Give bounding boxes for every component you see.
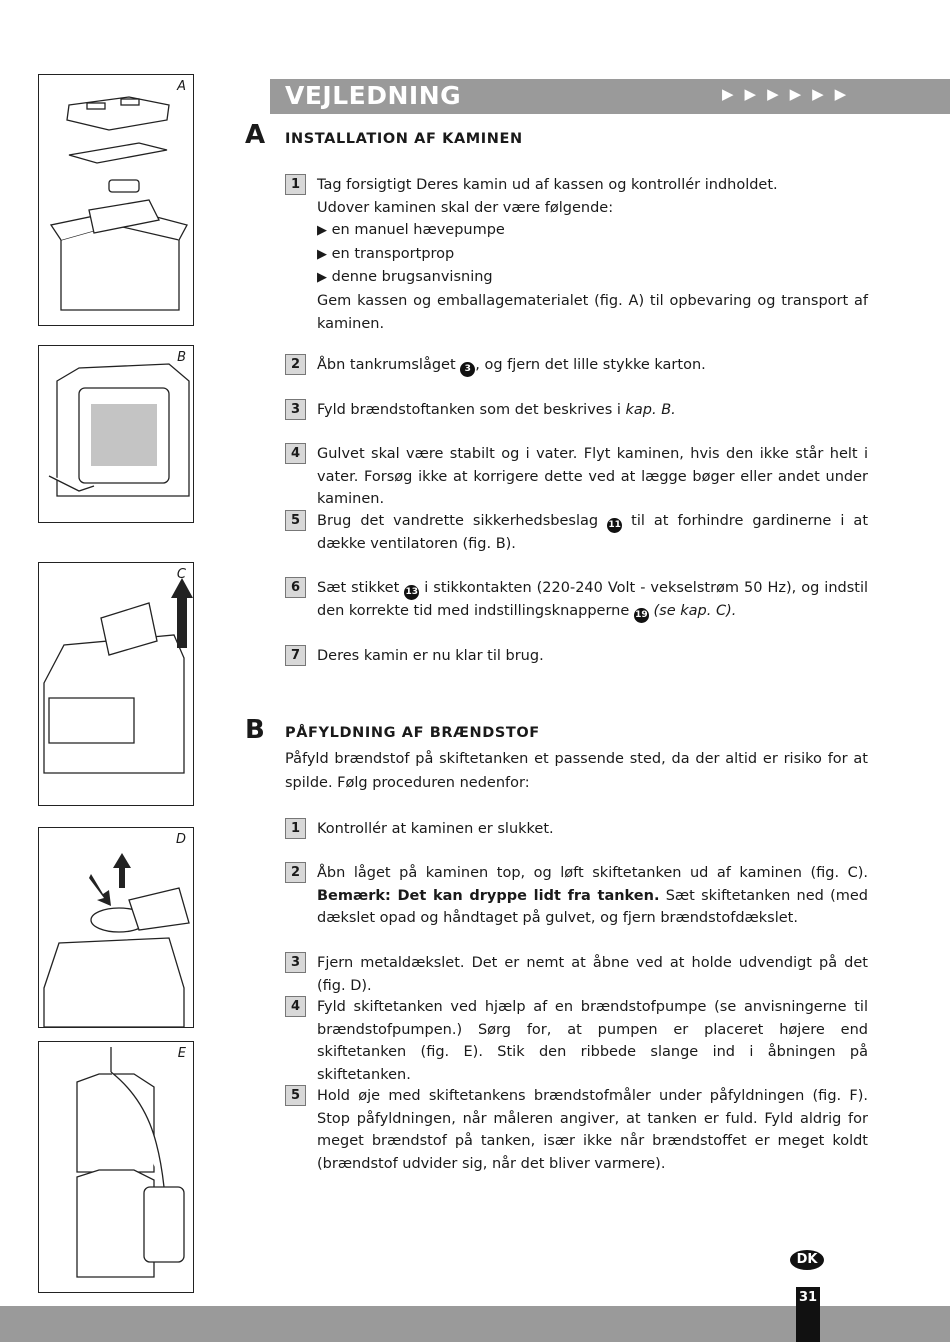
box-contents-illustration [39,75,193,325]
step-a4 [285,443,868,511]
part-ref-badge: 19 [634,608,649,623]
step-number: 4 [285,996,306,1017]
bullet-item: ▶ en transportprop [317,245,455,262]
step-a2 [285,354,868,377]
figure-a [38,74,194,326]
step-number: 2 [285,354,306,375]
step-number: 5 [285,1085,306,1106]
step-a5 [285,510,868,556]
step-text: Sæt stikket 13 i stikkontakten (220-240 Volt - vekselstrøm 50 Hz), og indstil den korrekte tid med indstillingsknapperne 19 (se kap. C). [317,577,868,623]
section-heading-b: PÅFYLDNING AF BRÆNDSTOF [285,725,540,741]
step-a3 [285,399,868,422]
step-line: Gem kassen og emballagematerialet (fig. A) til opbevaring og transport af kaminen. [317,292,868,332]
page-number: 31 [796,1287,820,1342]
step-text: Fyld skiftetanken ved hjælp af en brændstofpumpe (se anvisningerne til brændstofpumpen.) Sørg for, at pumpen er placeret højere end skiftetanken (fig. E). Stik den ribbede slange ind i åbningen på skiftetanken. [317,999,868,1083]
figure-label: D [175,832,186,847]
figure-label: C [176,567,186,582]
step-b3 [285,952,868,997]
part-ref-badge: 3 [460,362,475,377]
figure-label: B [177,350,186,365]
bullet-item: ▶ en manuel hævepumpe [317,222,505,239]
step-text: Gulvet skal være stabilt og i vater. Flyt kaminen, hvis den ikke står helt i vater. Forsøg ikke at korrigere dette ved at lægge bøger eller andet under kaminen. [317,446,868,508]
banner-title: VEJLEDNING [285,81,462,110]
step-text: Kontrollér at kaminen er slukket. [317,821,554,837]
bullet-arrow-icon: ▶ [317,246,327,262]
figure-c [38,562,194,806]
step-a1 [285,174,868,335]
step-b2 [285,862,868,930]
section-banner [270,79,950,114]
step-text: Åbn låget på kaminen top, og løft skiftetanken ud af kaminen (fig. C). Bemærk: Det kan dryppe lidt fra tanken. Sæt skiftetanken ned (med dækslet opad og håndtaget på gulvet, og fjern brændstofdækslet. [317,865,868,927]
step-number: 7 [285,645,306,666]
figure-e [38,1041,194,1293]
step-text: Fjern metaldækslet. Det er nemt at åbne ved at holde udvendigt på det (fig. D). [317,955,868,994]
step-number: 3 [285,399,306,420]
bullet-arrow-icon: ▶ [317,223,327,239]
tank-removal-illustration [39,563,193,805]
step-b5 [285,1085,868,1175]
step-text: Åbn tankrumslåget 3 , og fjern det lille stykke karton. [317,354,868,377]
step-text: Hold øje med skiftetankens brændstofmåler under påfyldningen (fig. F). Stop påfyldningen, når måleren angiver, at tanken er fuld. Fyld aldrig for meget brændstof på tanken, især ikke når brændstoffet er meget koldt (brændstof udvider sig, når det bliver varmere). [317,1088,868,1172]
step-number: 1 [285,818,306,839]
step-text: Brug det vandrette sikkerhedsbeslag 11 til at forhindre gardinerne i at dække ventilatoren (fig. B). [317,513,869,552]
step-a7 [285,645,868,668]
step-b4 [285,996,868,1086]
section-letter-a: A [245,120,266,150]
figure-d [38,827,194,1028]
step-b1 [285,818,868,841]
section-intro: Påfyld brændstof på skiftetanken et passende sted, da der altid er risiko for at spilde. Følg proceduren nedenfor: [285,751,868,791]
figure-b [38,345,194,523]
step-number: 4 [285,443,306,464]
step-number: 3 [285,952,306,973]
step-text [317,174,868,335]
bullet-arrow-icon: ▶ [317,270,327,286]
step-a6 [285,577,868,623]
figure-label: A [177,79,186,94]
part-ref-badge: 13 [404,585,419,600]
language-badge: DK [790,1250,824,1270]
step-line: Tag forsigtigt Deres kamin ud af kassen og kontrollér indholdet. [317,177,778,193]
section-heading-a: INSTALLATION AF KAMINEN [285,131,523,147]
bullet-item: ▶ denne brugsanvisning [317,269,493,286]
cap-removal-illustration [39,828,193,1027]
step-text: Deres kamin er nu klar til brug. [317,648,544,664]
step-number: 2 [285,862,306,883]
banner-arrows: ▶▶▶▶▶▶ [722,85,858,103]
step-number: 6 [285,577,306,598]
part-ref-badge: 11 [607,518,622,533]
step-text: Fyld brændstoftanken som det beskrives i kap. B. [317,402,676,418]
step-number: 1 [285,174,306,195]
section-letter-b: B [245,715,265,745]
step-line: Udover kaminen skal der være følgende: [317,199,614,216]
step-number: 5 [285,510,306,531]
heater-rear-illustration [39,346,193,522]
refuel-pump-illustration [39,1042,193,1292]
figure-label: E [177,1046,186,1061]
